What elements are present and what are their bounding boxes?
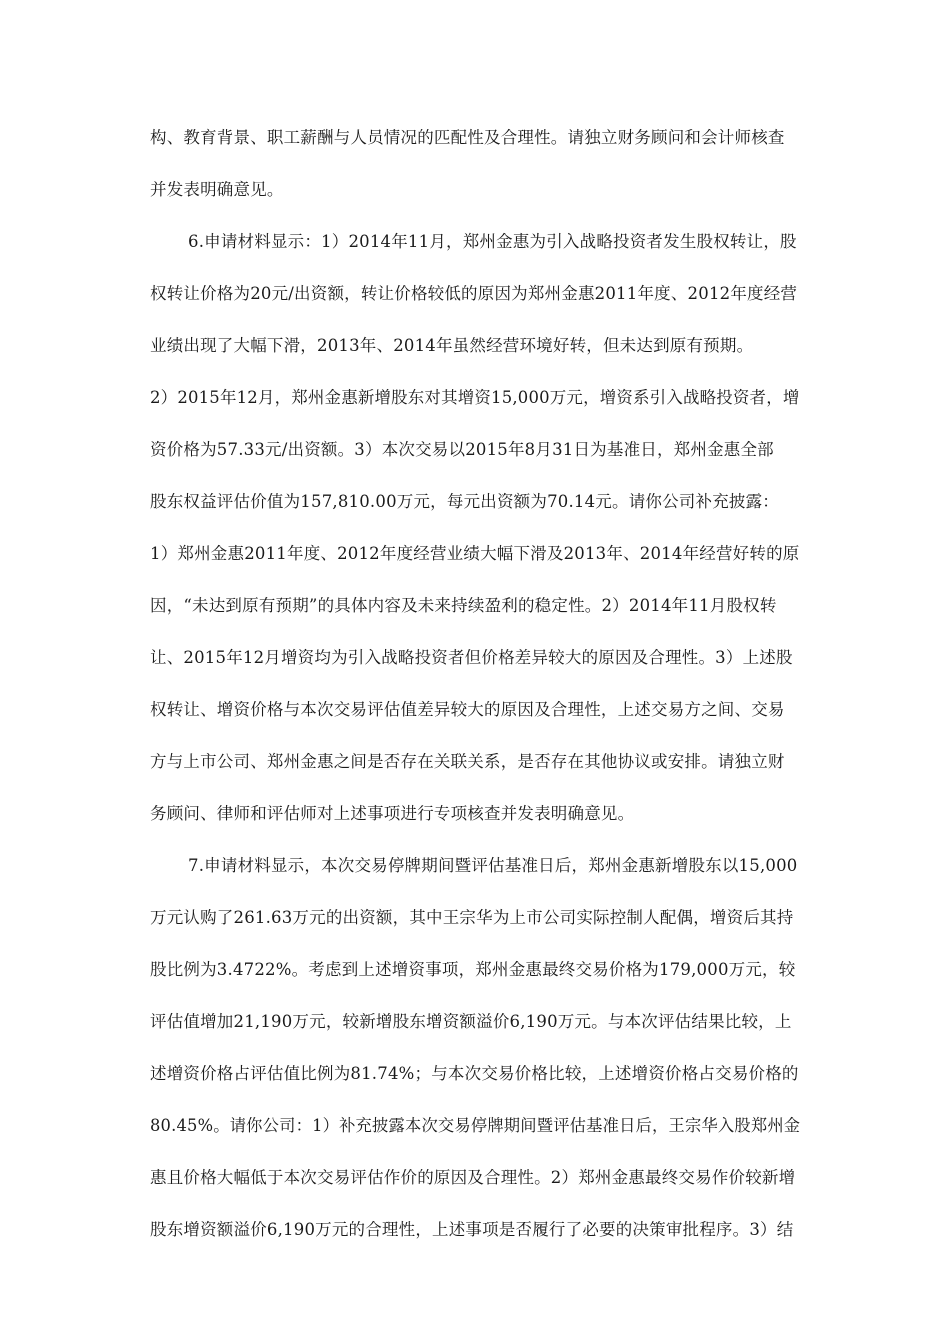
paragraph-6-start: 6.申请材料显示：1）2014年11月，郑州金惠为引入战略投资者发生股权转让，股 <box>188 232 797 251</box>
text-line: 并发表明确意见。 <box>150 180 284 199</box>
text-line: 资价格为57.33元/出资额。3）本次交易以2015年8月31日为基准日，郑州金惠全部 <box>150 440 774 459</box>
text-line: 方与上市公司、郑州金惠之间是否存在关联关系，是否存在其他协议或安排。请独立财 <box>150 752 785 771</box>
text-line: 股比例为3.4722%。考虑到上述增资事项，郑州金惠最终交易价格为179,000万元，较 <box>150 960 796 979</box>
text-line: 述增资价格占评估值比例为81.74%；与本次交易价格比较，上述增资价格占交易价格的 <box>150 1064 799 1083</box>
text-line: 股东权益评估价值为157,810.00万元，每元出资额为70.14元。请你公司补充披露： <box>150 492 780 511</box>
text-line: 惠且价格大幅低于本次交易评估作价的原因及合理性。2）郑州金惠最终交易作价较新增 <box>150 1168 796 1187</box>
text-line: 80.45%。请你公司：1）补充披露本次交易停牌期间暨评估基准日后，王宗华入股郑州金 <box>150 1116 801 1135</box>
text-line: 权转让、增资价格与本次交易评估值差异较大的原因及合理性，上述交易方之间、交易 <box>150 700 785 719</box>
text-line: 万元认购了261.63万元的出资额，其中王宗华为上市公司实际控制人配偶，增资后其持 <box>150 908 794 927</box>
text-line: 2）2015年12月，郑州金惠新增股东对其增资15,000万元，增资系引入战略投资者，增 <box>150 388 800 407</box>
text-line: 1）郑州金惠2011年度、2012年度经营业绩大幅下滑及2013年、2014年经营好转的原 <box>150 544 800 563</box>
text-line: 让、2015年12月增资均为引入战略投资者但价格差异较大的原因及合理性。3）上述股 <box>150 648 793 667</box>
text-line: 股东增资额溢价6,190万元的合理性，上述事项是否履行了必要的决策审批程序。3）结 <box>150 1220 794 1239</box>
text-line: 务顾问、律师和评估师对上述事项进行专项核查并发表明确意见。 <box>150 804 635 823</box>
text-line: 业绩出现了大幅下滑，2013年、2014年虽然经营环境好转，但未达到原有预期。 <box>150 336 754 355</box>
paragraph-7-start: 7.申请材料显示，本次交易停牌期间暨评估基准日后，郑州金惠新增股东以15,000 <box>188 856 798 875</box>
text-line: 评估值增加21,190万元，较新增股东增资额溢价6,190万元。与本次评估结果比较，上 <box>150 1012 792 1031</box>
text-line: 构、教育背景、职工薪酬与人员情况的匹配性及合理性。请独立财务顾问和会计师核查 <box>150 128 785 147</box>
text-line: 因，“未达到原有预期”的具体内容及未来持续盈利的稳定性。2）2014年11月股权转 <box>150 596 777 615</box>
text-line: 权转让价格为20元/出资额，转让价格较低的原因为郑州金惠2011年度、2012年度经营 <box>150 284 798 303</box>
